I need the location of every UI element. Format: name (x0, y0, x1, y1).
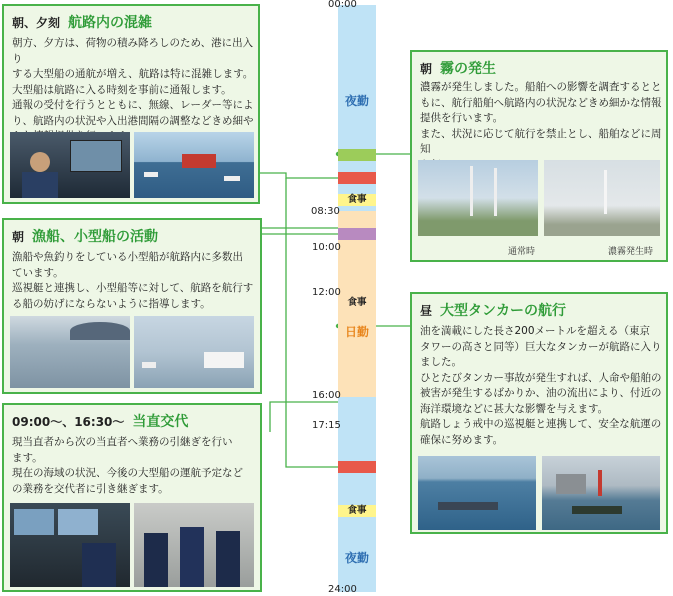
tick-1200: 12:00 (312, 287, 341, 298)
card-header (12, 12, 152, 32)
card-time: 昼 (420, 304, 433, 318)
photo-tanker-sea (418, 456, 536, 530)
tick-1600: 16:00 (312, 390, 341, 401)
meal-slot-1: 食事 (338, 194, 376, 206)
card-header (12, 411, 188, 431)
meal-slot-3: 食事 (338, 505, 376, 517)
photo-tanker-port (542, 456, 660, 530)
card-text: 油を満載にした長さ200メートルを超える（東京 タワーの高さと同等）巨大なタンカーが航路に入り ました。 ひとたびタンカー事故が発生すれば、人命や船舶の 被害が発生するばかりか、油の流出により、付近の 海洋環境などに甚大な影響を与えます。 航路しょう戒中の巡視艇と連携して、安全な航運の 確保に努めます。 (420, 325, 662, 446)
connector-morning-evening (248, 173, 338, 178)
card-title: 航路内の混雑 (68, 15, 153, 31)
card-time: 09:00～、16:30～ (12, 415, 125, 429)
card-text: 朝方、夕方は、荷物の積み降ろしのため、港に出入り する大型船の通航が増え、航路は特に混雑します。 大型船は航路に入る時刻を事前に通報します。 通報の受付を行うとともに、無線、レーダー等によ り、航路内の状況や入出港間隔の調整などきめ細や (12, 37, 254, 127)
tick-2400: 24:00 (328, 584, 357, 595)
caption-normal: 通常時 (508, 247, 536, 257)
card-title: 霧の発生 (440, 61, 497, 77)
marker-red-morning (338, 172, 376, 184)
marker-red-evening (338, 461, 376, 473)
photo-patrol-boat (134, 316, 254, 388)
card-text: 現当直者から次の当直者へ業務の引継ぎを行い ます。 現在の海域の状況、今後の大型船の運航予定など の業務を交代者に引き継ぎます。 (12, 436, 243, 495)
marker-purple-fishing (338, 228, 376, 240)
card-fog (410, 50, 668, 262)
marker-fog-green (338, 149, 376, 161)
caption-fog: 濃霧発生時 (608, 247, 654, 257)
meal-slot-2: 食事 (347, 297, 367, 308)
day-label: 日勤 (344, 325, 369, 339)
photo-operator-room (10, 132, 130, 198)
photo-monitoring-desk (10, 503, 130, 587)
card-time: 朝 (12, 230, 25, 244)
card-title: 漁船、小型船の活動 (32, 229, 159, 245)
tick-0000: 00:00 (328, 0, 357, 10)
card-time: 朝、夕刻 (12, 16, 61, 30)
card-fishing-boats (2, 218, 262, 394)
card-text: 漁船や魚釣りをしている小型船が航路内に多数出 ています。 巡視艇と連携し、小型船等に対して、航路を航行す る船の妨げにならないように指導します。 (12, 251, 254, 310)
card-morning-evening-congestion (2, 4, 260, 204)
night-label-bottom: 夜勤 (344, 551, 369, 565)
tick-1000: 10:00 (312, 242, 341, 253)
tick-1715: 17:15 (312, 420, 341, 431)
card-header (420, 58, 496, 78)
card-shift-handover (2, 403, 262, 592)
card-large-tanker (410, 292, 668, 534)
photo-bridge-fog (544, 160, 660, 236)
photo-handover-meeting (134, 503, 254, 587)
tick-0830: 08:30 (311, 206, 340, 217)
card-text: 濃霧が発生しました。船舶への影響を調査するとと もに、航行船舶へ航路内の状況などきめ細かな情報 提供を行います。 また、状況に応じて航行を禁止とし、船舶などに周知 (420, 81, 662, 155)
card-title: 大型タンカーの航行 (440, 303, 567, 319)
photo-bridge-normal (418, 160, 538, 236)
card-time: 朝 (420, 62, 433, 76)
card-title: 当直交代 (132, 414, 189, 430)
photo-harbor-ships (134, 132, 254, 198)
night-label-top: 夜勤 (344, 94, 369, 108)
card-header (420, 300, 566, 320)
photo-fishing-boats (10, 316, 130, 388)
card-header (12, 226, 158, 246)
